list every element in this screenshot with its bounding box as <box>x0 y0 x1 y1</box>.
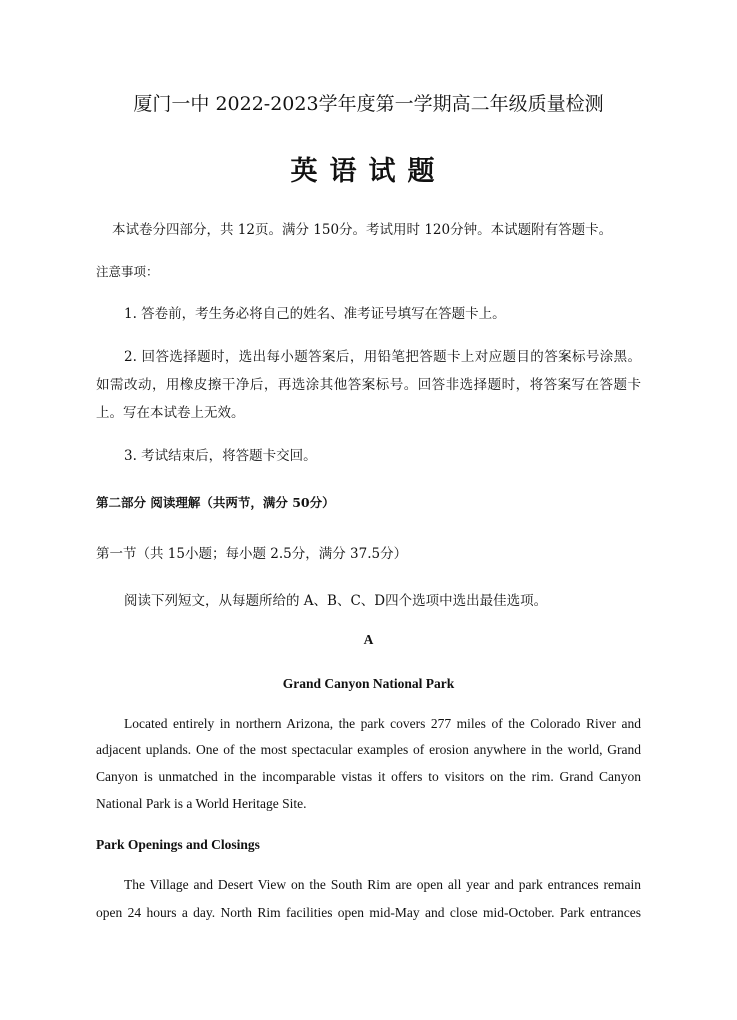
passage-p1-line-3: Canyon is unmatched in the incomparable vistas it offers to visitors on the rim. Grand Canyon <box>96 769 641 784</box>
notes-item-2-line-2: 如需改动，用橡皮擦干净后，再选涂其他答案标号。回答非选择题时，将答案写在答题卡 <box>96 377 641 393</box>
exam-intro: 本试卷分四部分，共 12页。满分 150分。考试用时 120分钟。本试题附有答题卡。 <box>112 222 613 238</box>
reading-instruction: 阅读下列短文，从每题所给的 A、B、C、D四个选项中选出最佳选项。 <box>124 593 548 609</box>
passage-p1-line-1: Located entirely in northern Arizona, the park covers 277 miles of the Colorado River and <box>124 716 641 731</box>
passage-p1-line-4: National Park is a World Heritage Site. <box>96 796 307 811</box>
subject-title: 英语试题 <box>290 156 447 187</box>
passage-subheading: Park Openings and Closings <box>96 837 260 852</box>
part2-heading: 第二部分 阅读理解（共两节，满分 50分） <box>96 495 335 510</box>
notes-item-2-line-1: 2. 回答选择题时，选出每小题答案后，用铅笔把答题卡上对应题目的答案标号涂黑。 <box>124 349 641 365</box>
passage-p2-line-1: The Village and Desert View on the South Rim are open all year and park entrances remain <box>124 877 641 892</box>
notes-item-2-line-3: 上。写在本试卷上无效。 <box>96 405 245 421</box>
notes-heading: 注意事项： <box>96 264 159 279</box>
passage-title: Grand Canyon National Park <box>282 676 455 691</box>
passage-letter: A <box>363 632 374 647</box>
notes-item-3: 3. 考试结束后，将答题卡交回。 <box>124 448 317 464</box>
passage-p1-line-2: adjacent uplands. One of the most spectacular examples of erosion anywhere in the world, Grand <box>96 742 641 757</box>
notes-item-1: 1. 答卷前，考生务必将自己的姓名、准考证号填写在答题卡上。 <box>124 306 506 322</box>
passage-p2-line-2: open 24 hours a day. North Rim facilities open mid-May and close mid-October. Park entrances <box>96 905 641 920</box>
exam-title: 厦门一中 2022-2023学年度第一学期高二年级质量检测 <box>133 93 604 115</box>
section1-heading: 第一节（共 15小题；每小题 2.5分，满分 37.5分） <box>96 546 408 562</box>
